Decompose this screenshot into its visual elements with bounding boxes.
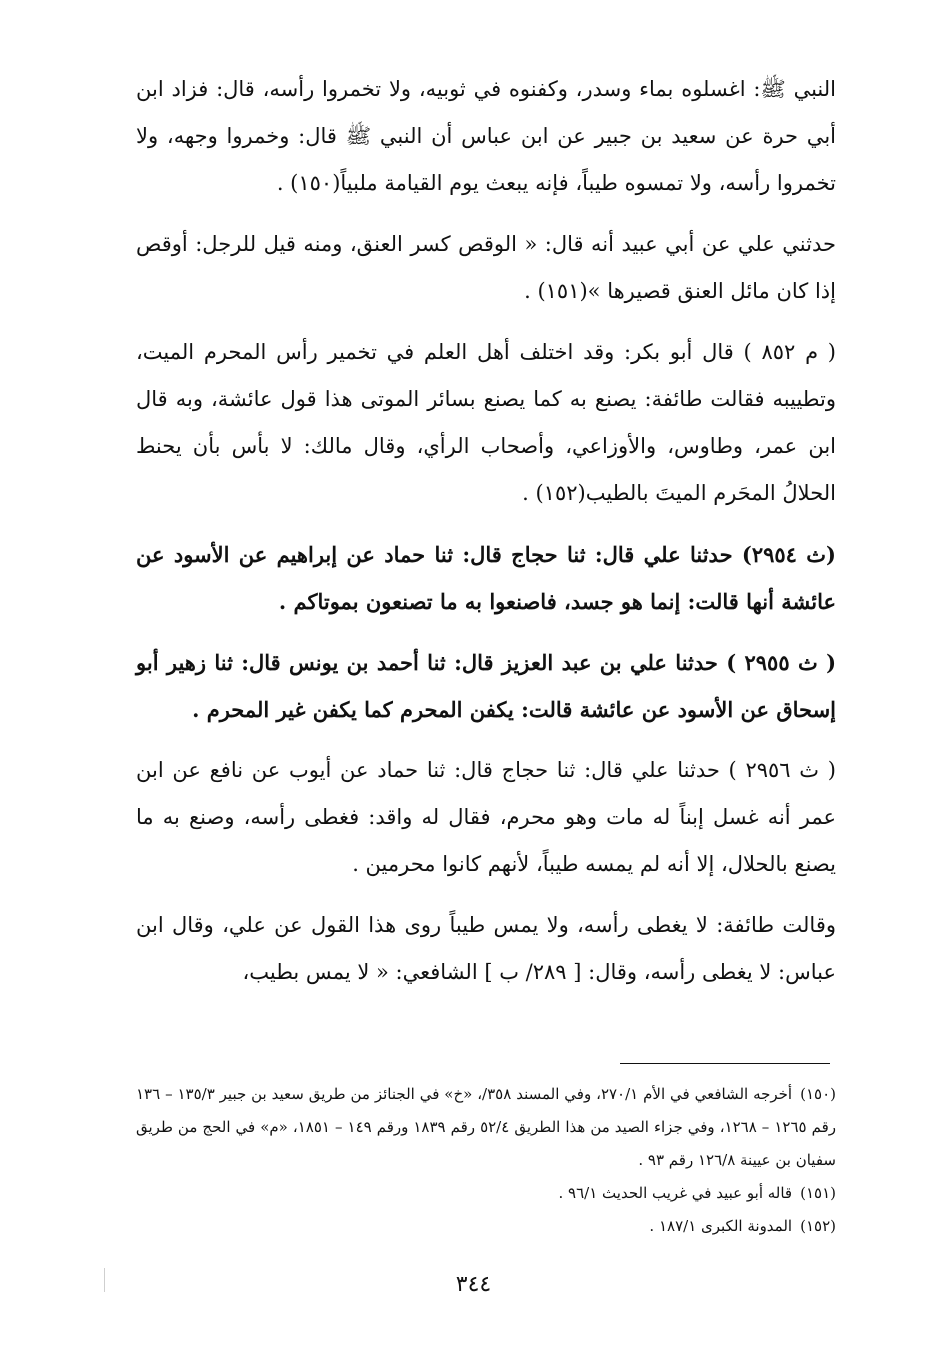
paragraph-7: وقالت طائفة: لا يغطى رأسه، ولا يمس طيباً روى هذا القول عن علي، وقال ابن عباس: لا يغطى رأسه، وقال: [ ٢٨٩/ ب ] الشافعي: « لا يمس بطيب، xyxy=(136,913,836,984)
page-number: ٣٤٤ xyxy=(455,1272,492,1297)
footnote-number: (١٥٢) xyxy=(800,1217,836,1235)
footnote-text: المدونة الكبرى ١٨٧/١ . xyxy=(649,1217,793,1235)
footnote-text: قاله أبو عبيد في غريب الحديث ٩٦/١ . xyxy=(558,1184,793,1202)
paragraph-1: النبي ﷺ: اغسلوه بماء وسدر، وكفنوه في ثوبيه، ولا تخمروا رأسه، قال: فزاد ابن أبي حرة عن سعيد بن جبير عن ابن عباس أن النبي ﷺ قال: وخمروا وجهه، ولا تخمروا رأسه، ولا تمسوه طيباً، فإنه يبعث يوم القيامة ملبياً(١٥٠) . xyxy=(136,77,836,195)
paragraph-6: ( ث ٢٩٥٦ ) حدثنا علي قال: ثنا حجاج قال: ثنا حماد عن أيوب عن نافع عن ابن عمر أنه غسل إبناً له مات وهو محرم، فقال له واقد: فغطى رأسه، وصنع به ما يصنع بالحلال، إلا أنه لم يمسه طيباً، لأنهم كانوا محرمين . xyxy=(136,758,836,876)
paragraph-4: (ث ٢٩٥٤) حدثنا علي قال: ثنا حجاج قال: ثنا حماد عن إبراهيم عن الأسود عن عائشة أنها قالت: إنما هو جسد، فاصنعوا به ما تصنعون بموتاكم . xyxy=(136,542,836,614)
footnotes xyxy=(136,1078,836,1243)
scan-mark xyxy=(104,1268,105,1292)
footnote-number: (١٥١) xyxy=(800,1184,836,1202)
footnote-152 xyxy=(136,1210,836,1243)
paragraph-3: ( م ٨٥٢ ) قال أبو بكر: وقد اختلف أهل العلم في تخمير رأس المحرم الميت، وتطييبه فقالت طائفة: يصنع به كما يصنع بسائر الموتى هذا قول عائشة، وبه قال ابن عمر، وطاوس، والأوزاعي، وأصحاب الرأي، وقال مالك: لا بأس بأن يحنط الحلالُ المحَرم الميتَ بالطيب(١٥٢) . xyxy=(136,340,836,505)
footnote-divider xyxy=(620,1063,830,1064)
main-text xyxy=(136,66,836,1010)
footnote-150 xyxy=(136,1078,836,1177)
footnote-151 xyxy=(136,1177,836,1210)
footnote-text: أخرجه الشافعي في الأم ٢٧٠/١، وفي المسند ٣٥٨/، «خ» في الجنائز من طريق سعيد بن جبير ١٣٥/٣ – ١٣٦ رقم ١٢٦٥ – ١٢٦٨، وفي جزاء الصيد من هذا الطريق ٥٢/٤ رقم ١٨٣٩ ورقم ١٤٩ – ١٨٥١، «م» في الحج من طريق سفيان بن عيينة ١٢٦/٨ رقم ٩٣ . xyxy=(136,1085,836,1169)
paragraph-2: حدثني علي عن أبي عبيد أنه قال: « الوقص كسر العنق، ومنه قيل للرجل: أوقص إذا كان مائل العنق قصيرها »(١٥١) . xyxy=(136,232,836,303)
paragraph-5: ( ث ٢٩٥٥ ) حدثنا علي بن عبد العزيز قال: ثنا أحمد بن يونس قال: ثنا زهير أبو إسحاق عن الأسود عن عائشة قالت: يكفن المحرم كما يكفن غير المحرم . xyxy=(136,650,837,722)
footnote-number: (١٥٠) xyxy=(800,1085,836,1103)
